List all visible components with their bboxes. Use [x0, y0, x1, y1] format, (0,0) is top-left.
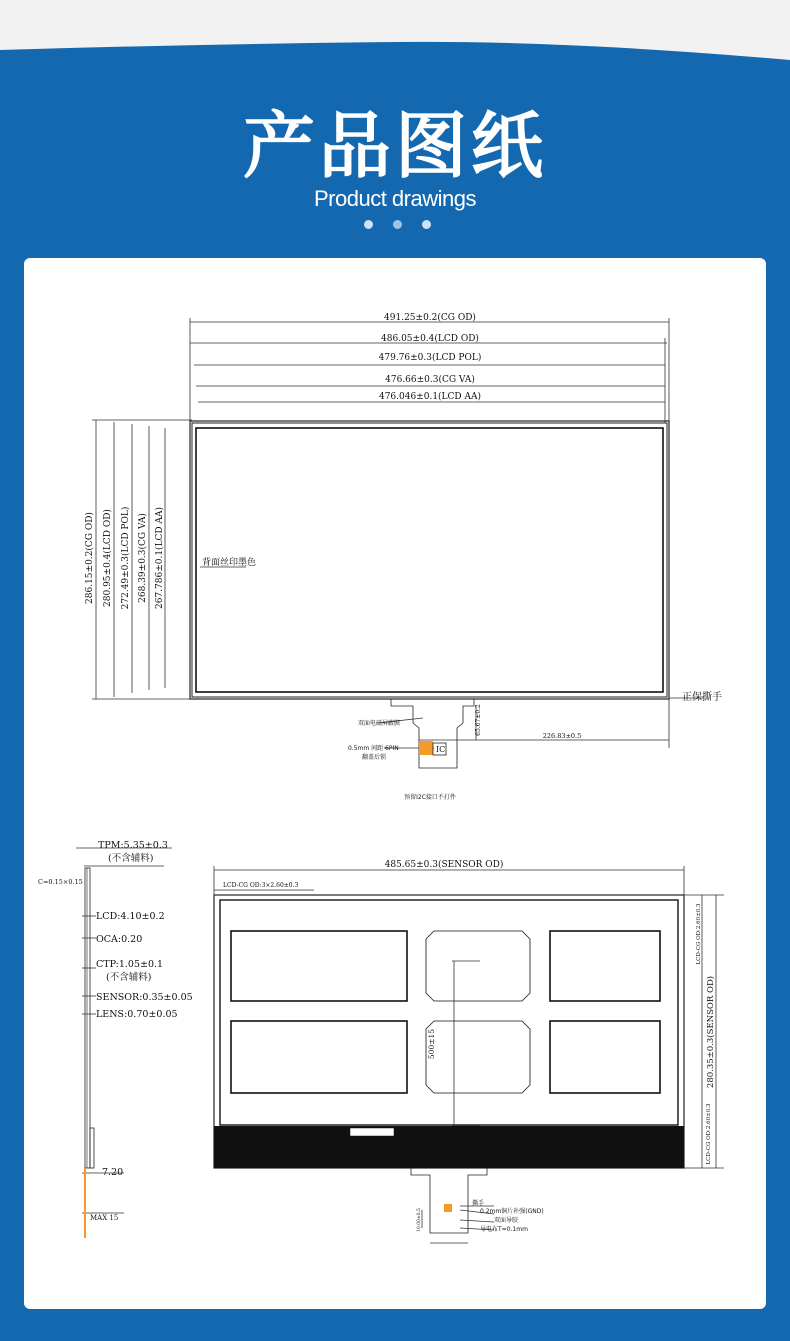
- tail-left-dim: 10.00±0.5: [417, 1208, 422, 1232]
- bottom-drawing: [214, 866, 724, 1243]
- sensor-height-dim: 280.35±0.3(SENSOR OD): [706, 975, 716, 1089]
- chamfer-label: C=0.15×0.15: [38, 878, 83, 886]
- oca-thickness: OCA:0.20: [96, 934, 143, 945]
- tpm-label: TPM:5.35±0.3: [98, 840, 168, 851]
- bottom-drawing-labels: [223, 859, 716, 1233]
- lcd-cg-top-dim: LCD-CG OD:3×2.60±0.3: [223, 882, 299, 889]
- top-drawing: [92, 318, 704, 768]
- fpc-label-2: 翻盖后锁: [362, 754, 387, 761]
- bottom-orange-marker: [444, 1204, 452, 1212]
- dot: [364, 220, 373, 229]
- dim-lcd-aa: 476.046±0.1(LCD AA): [378, 392, 482, 402]
- technical-drawing: [24, 258, 766, 1309]
- center-dim: 500±15: [427, 1028, 436, 1060]
- tear-label: 撕手: [472, 1200, 485, 1207]
- tpm-note: (不含辅料): [108, 853, 154, 864]
- ctp-thickness: CTP:1.05±0.1: [96, 959, 164, 970]
- dim-cg-va: 476.66±0.3(CG VA): [385, 375, 475, 385]
- fpc-length-dim: 65.67±0.2: [475, 704, 482, 736]
- tape-label: 双面电磁屏蔽膜: [358, 720, 401, 727]
- stack-side-drawing: [76, 848, 172, 1213]
- ic-label: IC: [436, 745, 446, 754]
- top-drawing-labels: [84, 312, 722, 801]
- max-dim: MAX 15: [90, 1214, 119, 1222]
- right-top-dim: LCD-CG OD:2.60±0.3: [696, 903, 702, 965]
- orange-connector: [419, 741, 433, 755]
- back-print-label: 背面丝印墨色: [202, 558, 257, 568]
- bottom-black-border: [214, 1126, 684, 1168]
- page-title: 产品图纸: [242, 104, 547, 188]
- reserve-note: 预留I2C接口不打件: [404, 794, 456, 801]
- protect-film-label: 正保撕手: [682, 692, 722, 703]
- vdim-lcd-od: 280.95±0.4(LCD OD): [103, 509, 113, 607]
- dot: [422, 220, 431, 229]
- vdim-lcd-pol: 272.49±0.3(LCD POL): [121, 506, 131, 610]
- lcd-thickness: LCD:4.10±0.2: [96, 911, 165, 922]
- cloth-label: 导电布T=0.1mm: [480, 1226, 528, 1233]
- right-bottom-dim: LCD-CG OD:2.60±0.3: [706, 1103, 712, 1165]
- sensor-width-dim: 485.65±0.3(SENSOR OD): [384, 860, 504, 870]
- sensor-thickness: SENSOR:0.35±0.05: [96, 992, 193, 1003]
- dim-lcd-pol: 479.76±0.3(LCD POL): [378, 353, 482, 363]
- tape-label-bottom: 双面导胶: [494, 1217, 519, 1224]
- top-band: [0, 0, 790, 60]
- dots-indicator: [0, 220, 790, 230]
- dim-cg-od: 491.25±0.2(CG OD): [384, 313, 476, 323]
- ctp-note: (不含辅料): [106, 972, 152, 983]
- vdim-lcd-aa: 267.786±0.1(LCD AA): [155, 506, 165, 610]
- offset-dim: 226.83±0.5: [542, 732, 582, 740]
- drawing-card: [24, 258, 766, 1309]
- dot: [393, 220, 402, 229]
- stack-side-labels: [38, 840, 193, 1222]
- fpc-label-1: 0.5mm 间距 6PIN: [348, 745, 399, 752]
- gnd-label: 0.2mm铜片补强(GND): [480, 1208, 544, 1215]
- lens-thickness: LENS:0.70±0.05: [96, 1009, 178, 1020]
- vdim-cg-od: 286.15±0.2(CG OD): [85, 512, 95, 604]
- page-subtitle: Product drawings: [314, 186, 476, 211]
- vdim-cg-va: 268.39±0.3(CG VA): [138, 513, 148, 603]
- dim-lcd-od: 486.05±0.4(LCD OD): [381, 334, 479, 344]
- tail-dim: 7.20: [102, 1167, 124, 1178]
